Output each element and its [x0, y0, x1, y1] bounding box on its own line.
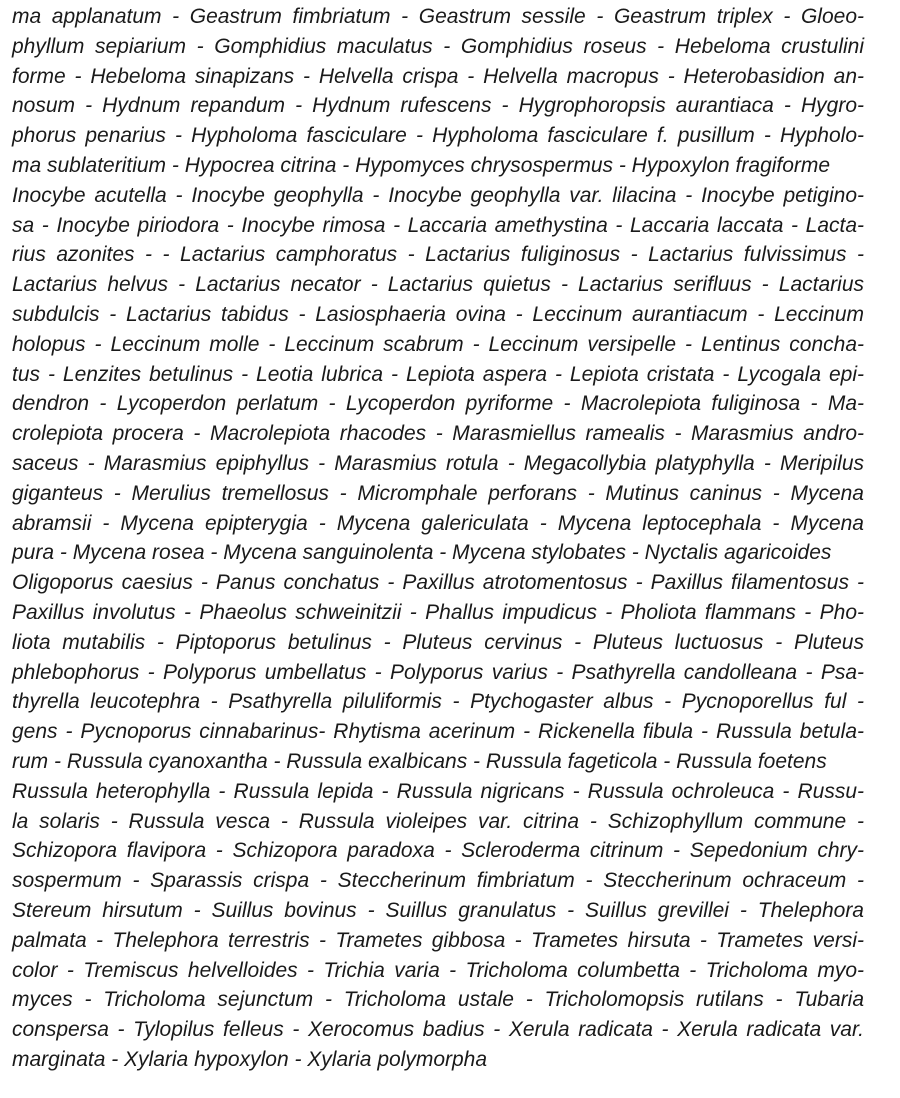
- text-line-23: phlebophorus - Polyporus umbellatus - Polyporus varius - Psathyrella candolleana - Psa-: [12, 660, 864, 684]
- text-line-3: forme - Hebeloma sinapizans - Helvella crispa - Helvella macropus - Heterobasidion an-: [12, 64, 864, 88]
- text-line-18: abramsii - Mycena epipterygia - Mycena galericulata - Mycena leptocephala - Mycena: [12, 511, 864, 535]
- text-line-30: sospermum - Sparassis crispa - Steccherinum fimbriatum - Steccherinum ochraceum -: [12, 869, 864, 893]
- text-line-19: pura - Mycena rosea - Mycena sanguinolenta - Mycena stylobates - Nyctalis agaricoides: [12, 541, 832, 565]
- text-line-2: phyllum sepiarium - Gomphidius maculatus - Gomphidius roseus - Hebeloma crustulini: [12, 34, 864, 58]
- text-line-4: nosum - Hydnum repandum - Hydnum rufescens - Hygrophoropsis aurantiaca - Hygro-: [12, 94, 864, 118]
- text-line-35: conspersa - Tylopilus felleus - Xerocomus badius - Xerula radicata - Xerula radicata var.: [12, 1018, 864, 1042]
- text-line-7: Inocybe acutella - Inocybe geophylla - Inocybe geophylla var. lilacina - Inocybe petigino-: [12, 183, 864, 207]
- text-line-22: liota mutabilis - Piptoporus betulinus - Pluteus cervinus - Pluteus luctuosus - Pluteus: [12, 630, 864, 654]
- text-line-21: Paxillus involutus - Phaeolus schweinitzii - Phallus impudicus - Pholiota flammans - Pho-: [12, 600, 864, 624]
- text-line-33: color - Tremiscus helvelloides - Trichia varia - Tricholoma columbetta - Tricholoma myo-: [12, 958, 864, 982]
- text-line-32: palmata - Thelephora terrestris - Trametes gibbosa - Trametes hirsuta - Trametes versi-: [12, 928, 864, 952]
- text-line-17: giganteus - Merulius tremellosus - Micromphale perforans - Mutinus caninus - Mycena: [12, 481, 864, 505]
- text-line-29: Schizopora flavipora - Schizopora paradoxa - Scleroderma citrinum - Sepedonium chry-: [12, 839, 864, 863]
- species-list: [12, 2, 864, 1075]
- text-line-8: sa - Inocybe piriodora - Inocybe rimosa - Laccaria amethystina - Laccaria laccata - Lacta-: [12, 213, 864, 237]
- text-line-6: ma sublateritium - Hypocrea citrina - Hypomyces chrysospermus - Hypoxylon fragiforme: [12, 153, 831, 177]
- text-line-31: Stereum hirsutum - Suillus bovinus - Suillus granulatus - Suillus grevillei - Thelephora: [12, 898, 864, 922]
- text-line-20: Oligoporus caesius - Panus conchatus - Paxillus atrotomentosus - Paxillus filamentosus -: [12, 571, 864, 595]
- text-line-10: Lactarius helvus - Lactarius necator - Lactarius quietus - Lactarius serifluus - Lactarius: [12, 273, 864, 297]
- text-line-13: tus - Lenzites betulinus - Leotia lubrica - Lepiota aspera - Lepiota cristata - Lycogala epi-: [12, 362, 864, 386]
- text-line-36: marginata - Xylaria hypoxylon - Xylaria polymorpha: [12, 1047, 488, 1071]
- text-line-11: subdulcis - Lactarius tabidus - Lasiosphaeria ovina - Leccinum aurantiacum - Leccinum: [12, 302, 864, 326]
- text-line-34: myces - Tricholoma sejunctum - Tricholoma ustale - Tricholomopsis rutilans - Tubaria: [12, 988, 864, 1012]
- text-line-15: crolepiota procera - Macrolepiota rhacodes - Marasmiellus ramealis - Marasmius andro-: [12, 422, 864, 446]
- text-line-1: ma applanatum - Geastrum fimbriatum - Geastrum sessile - Geastrum triplex - Gloeo-: [12, 5, 864, 28]
- text-line-5: phorus penarius - Hypholoma fasciculare - Hypholoma fasciculare f. pusillum - Hypholo-: [12, 124, 864, 148]
- text-line-26: rum - Russula cyanoxantha - Russula exalbicans - Russula fageticola - Russula foetens: [12, 749, 827, 773]
- text-line-9: rius azonites - - Lactarius camphoratus - Lactarius fuliginosus - Lactarius fulvissimus -: [12, 243, 864, 267]
- text-line-24: thyrella leucotephra - Psathyrella piluliformis - Ptychogaster albus - Pycnoporellus ful -: [12, 690, 864, 714]
- text-line-28: la solaris - Russula vesca - Russula violeipes var. citrina - Schizophyllum commune -: [12, 809, 864, 833]
- text-line-16: saceus - Marasmius epiphyllus - Marasmius rotula - Megacollybia platyphylla - Meripilus: [12, 451, 864, 475]
- text-line-12: holopus - Leccinum molle - Leccinum scabrum - Leccinum versipelle - Lentinus concha-: [12, 332, 864, 356]
- text-line-27: Russula heterophylla - Russula lepida - Russula nigricans - Russula ochroleuca - Russu-: [12, 779, 864, 803]
- text-line-14: dendron - Lycoperdon perlatum - Lycoperdon pyriforme - Macrolepiota fuliginosa - Ma-: [12, 392, 864, 416]
- text-line-25: gens - Pycnoporus cinnabarinus- Rhytisma acerinum - Rickenella fibula - Russula betula-: [12, 720, 864, 744]
